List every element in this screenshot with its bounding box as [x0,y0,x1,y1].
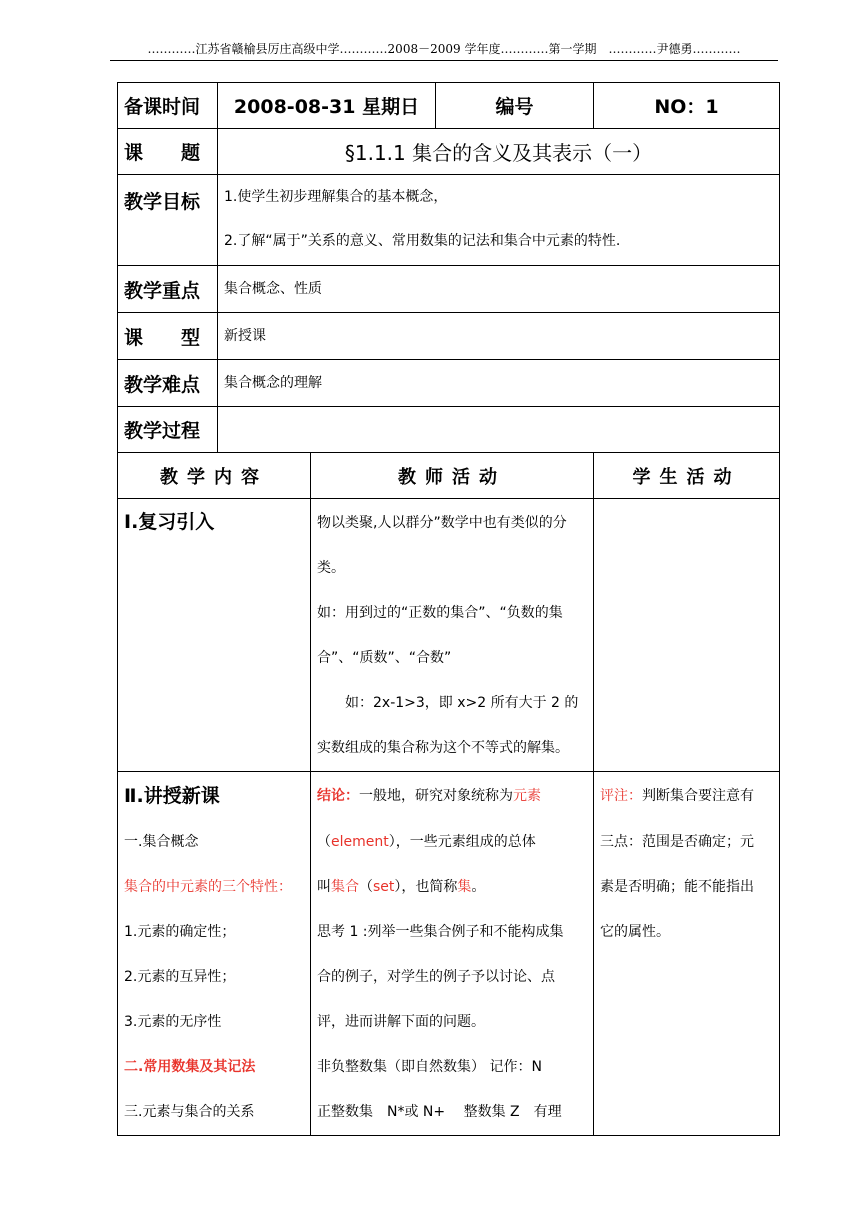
conclusion-label: 结论： [317,788,359,804]
row-title [118,129,780,175]
term-set-short: 集 [457,879,472,895]
row-section-1 [118,499,780,772]
term-element: 元素 [513,788,541,804]
date-value: 2008-08-31 星期日 [218,83,436,129]
sec2-t3a: 叫 [317,879,331,895]
label-difficulty: 教学难点 [118,360,218,407]
goal-line-1: 1.使学生初步理解集合的基本概念， [224,189,448,205]
sec1-text-2: 类。 [317,560,345,576]
sec2-t3c: （ [359,879,373,895]
key-value: 集合概念、性质 [218,266,780,313]
sec2-teacher-2 [317,820,587,865]
page-header: …………江苏省赣榆县厉庄高级中学…………2008－2009 学年度…………第一学期 …………尹德勇………… [110,40,778,61]
sec2-content-2: 集合的中元素的三个特性： [124,879,292,895]
sec2-content-3: 1.元素的确定性； [124,924,236,940]
type-value: 新授课 [218,313,780,360]
number-value: NO：1 [594,83,780,129]
lesson-plan-table [117,82,780,1136]
sec2-content-7: 三.元素与集合的关系 [124,1104,255,1120]
row-goal [118,175,780,266]
lesson-title: §1.1.1 集合的含义及其表示（一） [218,129,780,175]
sec2-t2c: ），一些元素组成的总体 [388,834,536,850]
sec2-t1a: 一般地，研究对象统称为 [359,788,513,804]
sec1-text-6: 实数组成的集合称为这个不等式的解集。 [317,740,569,756]
sec2-student-3: 素是否明确；能不能指出 [600,879,754,895]
sec2-teacher-7: 非负整数集（即自然数集） 记作：N [317,1059,542,1075]
row-time [118,83,780,129]
remark-label: 评注： [600,788,642,804]
label-type: 课 型 [118,313,218,360]
label-title: 课 题 [118,129,218,175]
sec2-teacher-5: 合的例子，对学生的例子予以讨论、点 [317,969,555,985]
sec1-text-1: 物以类聚,人以群分”数学中也有类似的分 [317,515,567,531]
sec2-content-6: 二.常用数集及其记法 [124,1059,256,1075]
sec2-teacher-6: 评，进而讲解下面的问题。 [317,1014,485,1030]
sec1-student [594,499,780,772]
sec2-s1: 判断集合要注意有 [642,788,754,804]
row-column-headers [118,453,780,499]
label-time: 备课时间 [118,83,218,129]
header-content: 教学内容 [118,453,311,499]
sec2-t2a: （ [317,834,331,850]
goal-line-2: 2.了解“属于”关系的意义、常用数集的记法和集合中元素的特性. [224,233,621,249]
sec2-content-5: 3.元素的无序性 [124,1014,222,1030]
label-key: 教学重点 [118,266,218,313]
sec2-student-2: 三点：范围是否确定；元 [600,834,754,850]
sec2-content-4: 2.元素的互异性； [124,969,236,985]
term-element-en: element [331,834,389,850]
row-key [118,266,780,313]
sec1-text-5: 如：2x-1>3，即 x>2 所有大于 2 的 [345,695,579,711]
section-2-title: Ⅱ.讲授新课 [124,785,220,807]
sec2-content-1: 一.集合概念 [124,834,199,850]
difficulty-value: 集合概念的理解 [218,360,780,407]
sec1-text-4: 合”、“质数”、“合数” [317,650,452,666]
sec2-teacher-4: 思考 1 :列举一些集合例子和不能构成集 [317,924,564,940]
sec1-text-3: 如：用到过的“正数的集合”、“负数的集 [317,605,563,621]
label-number: 编号 [436,83,594,129]
header-student: 学生活动 [594,453,780,499]
sec2-teacher-1 [317,772,587,820]
row-type [118,313,780,360]
sec2-t3e: ），也简称 [394,879,458,895]
label-goal: 教学目标 [118,175,218,266]
row-section-2 [118,772,780,1136]
label-process: 教学过程 [118,407,218,453]
term-set: 集合 [331,879,359,895]
sec2-teacher-8: 正整数集 N*或 N+ 整数集 Z 有理 [317,1104,562,1120]
section-1-title: Ⅰ.复习引入 [124,511,215,533]
process-value [218,407,780,453]
row-process [118,407,780,453]
term-set-en: set [373,879,395,895]
sec2-student-1 [600,772,773,820]
sec2-t3g: 。 [471,879,486,895]
row-difficulty [118,360,780,407]
header-teacher: 教师活动 [311,453,594,499]
sec2-student-4: 它的属性。 [600,924,670,940]
sec2-teacher-3 [317,865,587,910]
